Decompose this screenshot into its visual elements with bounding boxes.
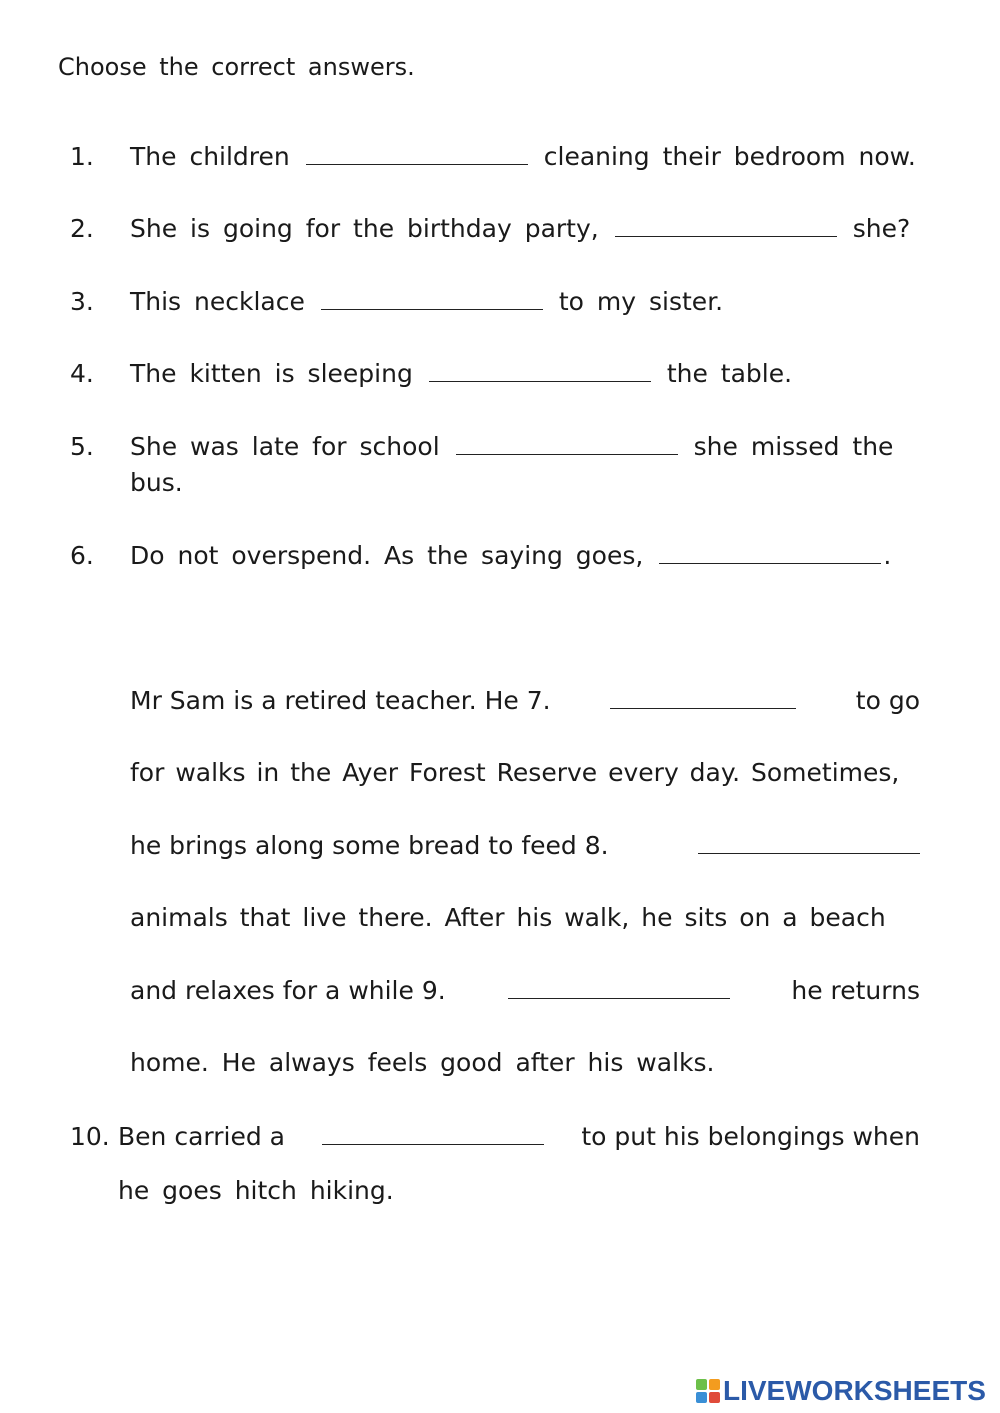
answer-blank-4[interactable] <box>429 359 651 382</box>
question-5-continuation: bus. <box>130 468 183 497</box>
question-3 <box>130 287 723 317</box>
question-text: to put his belongings when <box>581 1122 920 1151</box>
answer-blank-8[interactable] <box>698 831 920 854</box>
answer-blank-3[interactable] <box>321 287 543 310</box>
question-number: 3. <box>70 287 94 316</box>
answer-blank-9[interactable] <box>508 976 730 999</box>
passage-text: to go <box>855 686 920 715</box>
question-text: she? <box>852 214 911 243</box>
answer-blank-1[interactable] <box>306 142 528 165</box>
answer-blank-5[interactable] <box>456 432 678 455</box>
question-number: 5. <box>70 432 94 461</box>
question-number: 10. <box>70 1122 110 1151</box>
question-text: This necklace <box>130 287 305 316</box>
question-text: the table. <box>666 359 793 388</box>
answer-blank-6[interactable] <box>659 541 881 564</box>
passage-line-3 <box>130 831 920 861</box>
question-number: 6. <box>70 541 94 570</box>
question-text: The kitten is sleeping <box>130 359 413 388</box>
passage-line-4: animals that live there. After his walk, he sits on a beach <box>130 903 886 932</box>
instruction: Choose the correct answers. <box>58 53 415 81</box>
question-4 <box>130 359 792 389</box>
question-2 <box>130 214 910 244</box>
passage-line-6: home. He always feels good after his walks. <box>130 1048 715 1077</box>
question-text: to my sister. <box>558 287 724 316</box>
question-text: . <box>883 541 892 570</box>
answer-blank-2[interactable] <box>615 214 837 237</box>
liveworksheets-logo[interactable] <box>696 1376 986 1406</box>
question-text: cleaning their bedroom now. <box>543 142 916 171</box>
question-number: 2. <box>70 214 94 243</box>
answer-blank-10[interactable] <box>322 1122 544 1145</box>
question-number: 4. <box>70 359 94 388</box>
question-text: She is going for the birthday party, <box>130 214 599 243</box>
question-text: The children <box>130 142 290 171</box>
brand-name: LIVEWORKSHEETS <box>723 1375 986 1406</box>
passage-text: and relaxes for a while 9. <box>130 976 446 1005</box>
question-text: Do not overspend. As the saying goes, <box>130 541 644 570</box>
question-6 <box>130 541 891 571</box>
question-10-continuation: he goes hitch hiking. <box>118 1176 394 1205</box>
answer-blank-7[interactable] <box>610 686 796 709</box>
question-text: Ben carried a <box>118 1122 285 1151</box>
passage-line-1 <box>130 686 920 716</box>
question-10 <box>118 1122 920 1152</box>
passage-text: he brings along some bread to feed 8. <box>130 831 609 860</box>
question-text: She was late for school <box>130 432 440 461</box>
passage-line-5 <box>130 976 920 1006</box>
passage-text: he returns <box>791 976 920 1005</box>
question-number: 1. <box>70 142 94 171</box>
passage-line-2: for walks in the Ayer Forest Reserve every day. Sometimes, <box>130 758 900 787</box>
passage-text: Mr Sam is a retired teacher. He 7. <box>130 686 551 715</box>
question-text: she missed the <box>693 432 894 461</box>
question-1 <box>130 142 916 172</box>
liveworksheets-logo-icon <box>696 1379 720 1403</box>
question-5 <box>130 432 893 462</box>
